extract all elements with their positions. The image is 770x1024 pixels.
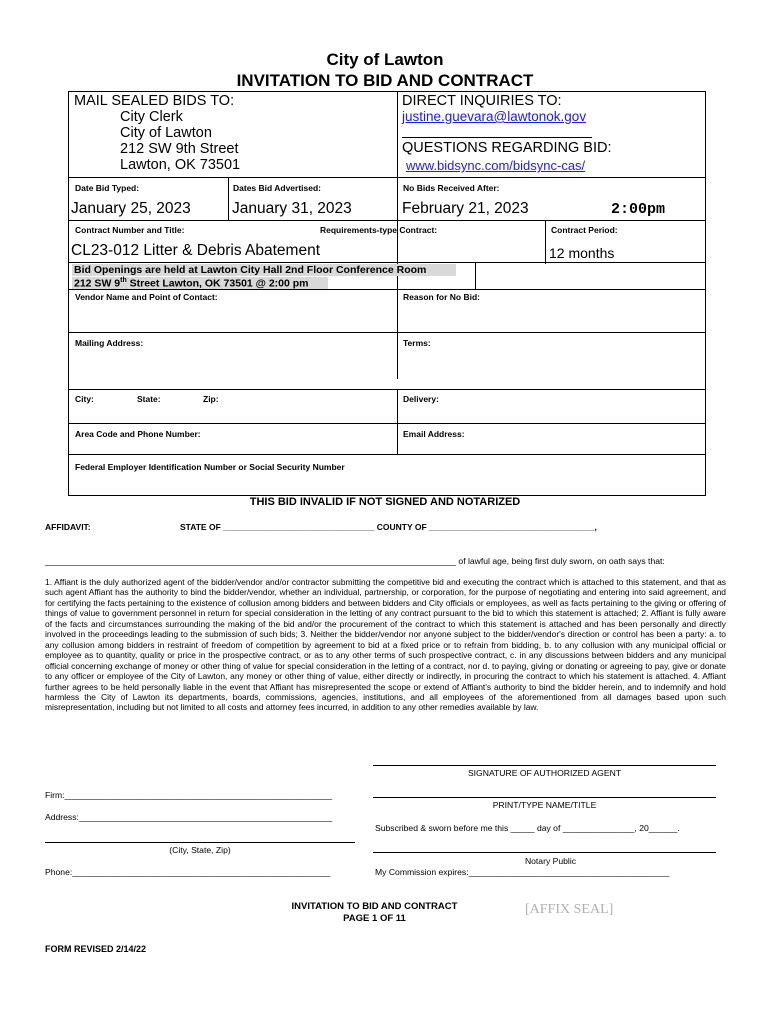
- commission-expires-field[interactable]: My Commission expires:__________________________________________: [375, 867, 670, 877]
- contract-number-value: CL23-012 Litter & Debris Abatement: [71, 242, 320, 259]
- date-advertised-value: January 31, 2023: [232, 200, 352, 217]
- inquiries-underline: [402, 137, 592, 138]
- affix-seal: [AFFIX SEAL]: [525, 902, 614, 917]
- requirements-label: Requirements-type Contract:: [320, 225, 438, 235]
- date-advertised-label: Dates Bid Advertised:: [233, 183, 322, 193]
- openings-line-1: Bid Openings are held at Lawton City Hall 2nd Floor Conference Room: [74, 264, 427, 276]
- col-divider: [397, 389, 398, 454]
- city-state-zip-line: [45, 842, 355, 843]
- address-field[interactable]: Address:_____________________________________________________: [45, 812, 333, 822]
- row-divider: [68, 289, 706, 290]
- subscribed-line: Subscribed & sworn before me this _____ day of _______________, 20______.: [375, 823, 680, 833]
- footer-page: PAGE 1 OF 11: [343, 913, 406, 924]
- page-city-title: City of Lawton: [326, 50, 444, 69]
- contract-period-value: 12 months: [549, 245, 615, 261]
- openings-line-2: 212 SW 9th Street Lawton, OK 73501 @ 2:00 pm: [74, 277, 309, 290]
- col-divider: [228, 177, 229, 220]
- fein-label: Federal Employer Identification Number or Social Security Number: [75, 462, 345, 472]
- print-name-label: PRINT/TYPE NAME/TITLE: [492, 800, 597, 810]
- col-divider: [545, 220, 546, 264]
- mail-bids-label: MAIL SEALED BIDS TO:: [74, 93, 235, 109]
- inquiries-label: DIRECT INQUIRIES TO:: [402, 93, 562, 109]
- state-county-line: STATE OF ________________________________ COUNTY OF ___________________________________,: [180, 522, 597, 532]
- inquiries-email-link[interactable]: justine.guevara@lawtonok.gov: [402, 109, 587, 124]
- mail-line-4: Lawton, OK 73501: [120, 157, 241, 173]
- no-bids-value: February 21, 2023: [402, 200, 529, 217]
- row-divider: [68, 220, 706, 221]
- terms-label: Terms:: [403, 338, 431, 348]
- bidsync-link[interactable]: www.bidsync.com/bidsync-cas/: [406, 158, 586, 173]
- city-state-zip-label: (City, State, Zip): [169, 845, 231, 855]
- center-divider: [397, 91, 398, 379]
- date-typed-label: Date Bid Typed:: [75, 183, 140, 193]
- mail-line-2: City of Lawton: [120, 125, 212, 141]
- affidavit-body: 1. Affiant is the duly authorized agent of the bidder/vendor and/or contractor submitting the competitive bid and executing the contract which is attached to this statement, and that as such agent Affiant has the authority to bind the bidder/vendor, whether an individual, partnership, or corporation, for the purpose of negotiating and entering into said agreement, and for certifying the facts pertaining to the existence of collusion among bidders and between bidders and City officials or employees, as well as facts pertaining to the giving or offering of things of value to government personnel in return for special consideration in the letting of any contract pursuant to the bid to which this statement is attached; 2. Affiant is fully aware of the facts and circumstances surrounding the making of the bid and/or the procurement of the contract to which this statement is attached and has been personally and directly involved in the proceedings leading to the submission of such bids; 3. Neither the bidder/vendor nor anyone subject to the bidder/vendor's direction or control has been a party: a. to any collusion among bidders in restraint of freedom of competition by agreement to bid at a fixed price or to refrain from bidding, b. to any collusion with any municipal official or employee as to quantity, quality or price in the prospective contract, or as to any other terms of such prospective contract, c. in any discussions between bidders and any municipal official concerning exchange of money or other thing of value for special consideration in the letting of a contract, nor d. to paying, giving or donating or agreeing to pay, give or donate to any officer or employee of the City of Lawton, any money or other thing of value, either directly or indirectly, in procuring the contract to which his statement is attached. 4. Affiant further agrees to be held personally liable in the event that Affiant has misrepresented the scope or extend of Affiant's authority to bind the bidder herein, and to indemnify and hold harmless the City of Lawton its departments, boards, commissions, agencies, institutions, and all employees of the aforementioned from all damages based upon such misrepresentation, including but not limited to all costs and attorney fees incurred, in addition to any other remedies available by law.: [45, 577, 726, 713]
- signature-label: SIGNATURE OF AUTHORIZED AGENT: [467, 768, 622, 778]
- contract-period-label: Contract Period:: [551, 225, 618, 235]
- vendor-name-label: Vendor Name and Point of Contact:: [75, 292, 218, 302]
- row-divider: [68, 177, 706, 178]
- form-revised: FORM REVISED 2/14/22: [45, 944, 147, 954]
- mailing-address-label: Mailing Address:: [75, 338, 144, 348]
- email-label: Email Address:: [403, 429, 465, 439]
- footer-title: INVITATION TO BID AND CONTRACT: [291, 901, 458, 912]
- mail-line-1: City Clerk: [120, 109, 183, 125]
- city-label: City:: [75, 394, 94, 404]
- col-divider: [475, 262, 476, 290]
- state-label: State:: [137, 394, 161, 404]
- phone-field[interactable]: Phone:______________________________________________________: [45, 867, 331, 877]
- zip-label: Zip:: [203, 394, 219, 404]
- delivery-label: Delivery:: [403, 394, 439, 404]
- row-divider: [68, 389, 706, 390]
- notary-line: [373, 852, 716, 853]
- affidavit-label: AFFIDAVIT:: [45, 522, 91, 532]
- no-bids-label: No Bids Received After:: [403, 183, 500, 193]
- contract-number-label: Contract Number and Title:: [75, 225, 185, 235]
- row-divider: [68, 332, 706, 333]
- row-divider: [68, 262, 706, 263]
- notary-label: Notary Public: [524, 856, 577, 866]
- page-title: INVITATION TO BID AND CONTRACT: [236, 71, 534, 90]
- questions-label: QUESTIONS REGARDING BID:: [402, 140, 612, 156]
- row-divider: [68, 423, 706, 424]
- date-typed-value: January 25, 2023: [71, 200, 191, 217]
- phone-label: Area Code and Phone Number:: [75, 429, 201, 439]
- invalid-notice: THIS BID INVALID IF NOT SIGNED AND NOTARIZED: [249, 496, 521, 508]
- no-bid-reason-label: Reason for No Bid:: [403, 292, 480, 302]
- print-name-line: [373, 797, 716, 798]
- mail-line-3: 212 SW 9th Street: [120, 141, 239, 157]
- lawful-age-line: ______________________________________________________________________________________ of lawful age, being first duly sworn, on oath says that:: [45, 556, 665, 566]
- signature-line: [373, 765, 716, 766]
- no-bids-time: 2:00pm: [611, 201, 666, 218]
- row-divider: [68, 454, 706, 455]
- firm-field[interactable]: Firm:________________________________________________________: [45, 790, 333, 800]
